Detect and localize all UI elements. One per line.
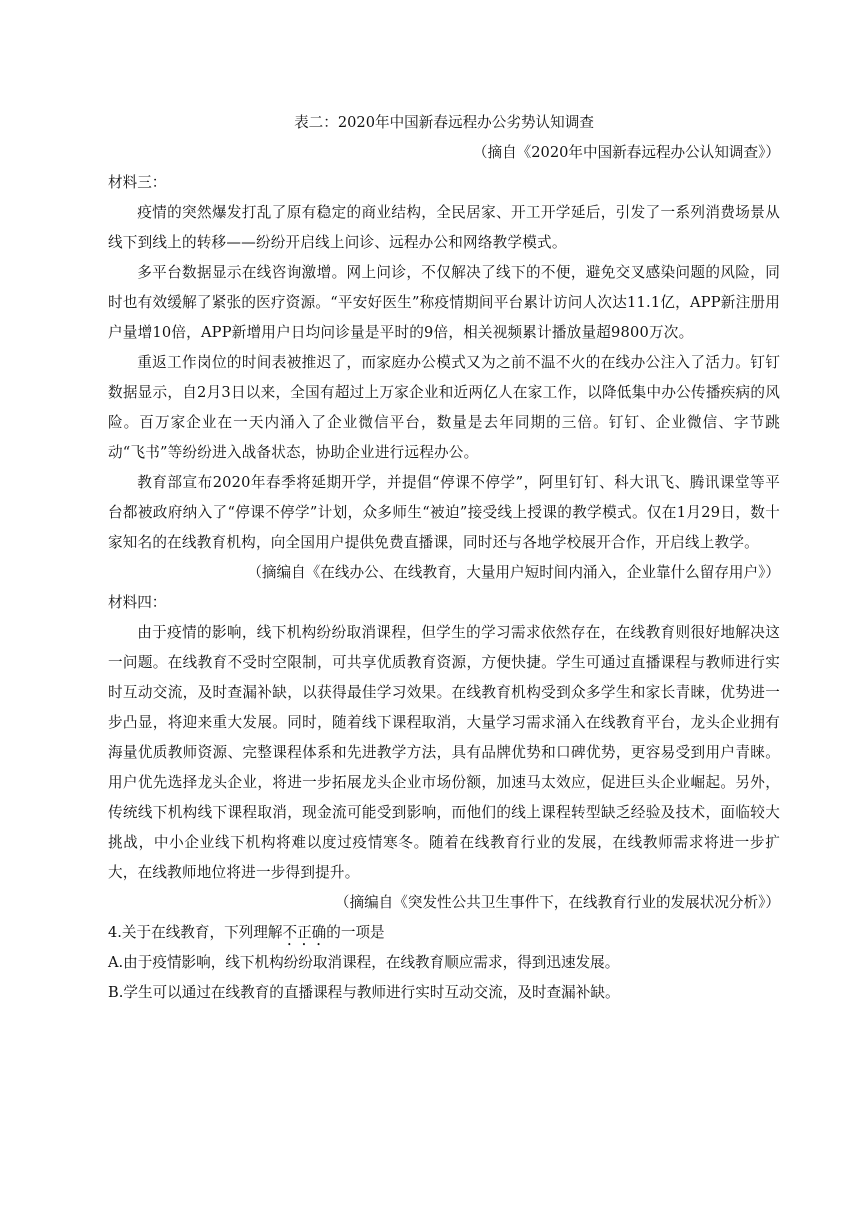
material3-heading: 材料三：: [108, 174, 167, 191]
question-stem-prefix: 4.关于在线教育，下列理解: [108, 924, 283, 941]
document-content: [108, 108, 780, 1008]
question-stem: [108, 918, 780, 948]
table-caption: 表二：2020年中国新春远程办公劣势认知调查: [294, 114, 594, 131]
material3-paragraph-2: 多平台数据显示在线咨询激增。网上问诊，不仅解决了线下的不便，避免交叉感染问题的风险，同时也有效缓解了紧张的医疗资源。“平安好医生”称疫情期间平台累计访问人次达11.1亿，APP新注册用户量增10倍，APP新增用户日均问诊量是平时的9倍，相关视频累计播放量超9800万次。: [108, 264, 780, 341]
question-stem-emphasis: 不正确: [282, 924, 327, 941]
material4-source: （摘编自《突发性公共卫生事件下，在线教育行业的发展状况分析》）: [334, 894, 780, 911]
question-option-b: B.学生可以通过在线教育的直播课程与教师进行实时互动交流，及时查漏补缺。: [108, 984, 620, 1001]
table-source: （摘自《2020年中国新春远程办公认知调查》）: [472, 144, 780, 161]
question-stem-suffix: 的一项是: [326, 924, 385, 941]
material3-paragraph-4: 教育部宣布2020年春季将延期开学，并提倡“停课不停学”，阿里钉钉、科大讯飞、腾讯课堂等平台都被政府纳入了“停课不停学”计划，众多师生“被迫”接受线上授课的教学模式。仅在1月29日，数十家知名的在线教育机构，向全国用户提供免费直播课，同时还与各地学校展开合作，开启线上教学。: [108, 474, 780, 551]
question-option-a: A.由于疫情影响，线下机构纷纷取消课程，在线教育顺应需求，得到迅速发展。: [108, 954, 620, 971]
material3-paragraph-3: 重返工作岗位的时间表被推迟了，而家庭办公模式又为之前不温不火的在线办公注入了活力。钉钉数据显示，自2月3日以来，全国有超过上万家企业和近两亿人在家工作，以降低集中办公传播疾病的风险。百万家企业在一天内涌入了企业微信平台，数量是去年同期的三倍。钉钉、企业微信、字节跳动“飞书”等纷纷进入战备状态，协助企业进行远程办公。: [108, 354, 780, 461]
material3-paragraph-1: 疫情的突然爆发打乱了原有稳定的商业结构，全民居家、开工开学延后，引发了一系列消费场景从线下到线上的转移——纷纷开启线上问诊、远程办公和网络教学模式。: [108, 204, 780, 251]
material4-heading: 材料四：: [108, 594, 167, 611]
material3-source: （摘编自《在线办公、在线教育，大量用户短时间内涌入，企业靠什么留存用户》）: [247, 564, 780, 581]
material4-paragraph-1: 由于疫情的影响，线下机构纷纷取消课程，但学生的学习需求依然存在，在线教育则很好地解决这一问题。在线教育不受时空限制，可共享优质教育资源，方便快捷。学生可通过直播课程与教师进行实时互动交流，及时查漏补缺，以获得最佳学习效果。在线教育机构受到众多学生和家长青睐，优势进一步凸显，将迎来重大发展。同时，随着线下课程取消，大量学习需求涌入在线教育平台，龙头企业拥有海量优质教师资源、完整课程体系和先进教学方法，具有品牌优势和口碑优势，更容易受到用户青睐。用户优先选择龙头企业，将进一步拓展龙头企业市场份额，加速马太效应，促进巨头企业崛起。另外，传统线下机构线下课程取消，现金流可能受到影响，而他们的线上课程转型缺乏经验及技术，面临较大挑战，中小企业线下机构将难以度过疫情寒冬。随着在线教育行业的发展，在线教师需求将进一步扩大，在线教师地位将进一步得到提升。: [108, 624, 780, 881]
